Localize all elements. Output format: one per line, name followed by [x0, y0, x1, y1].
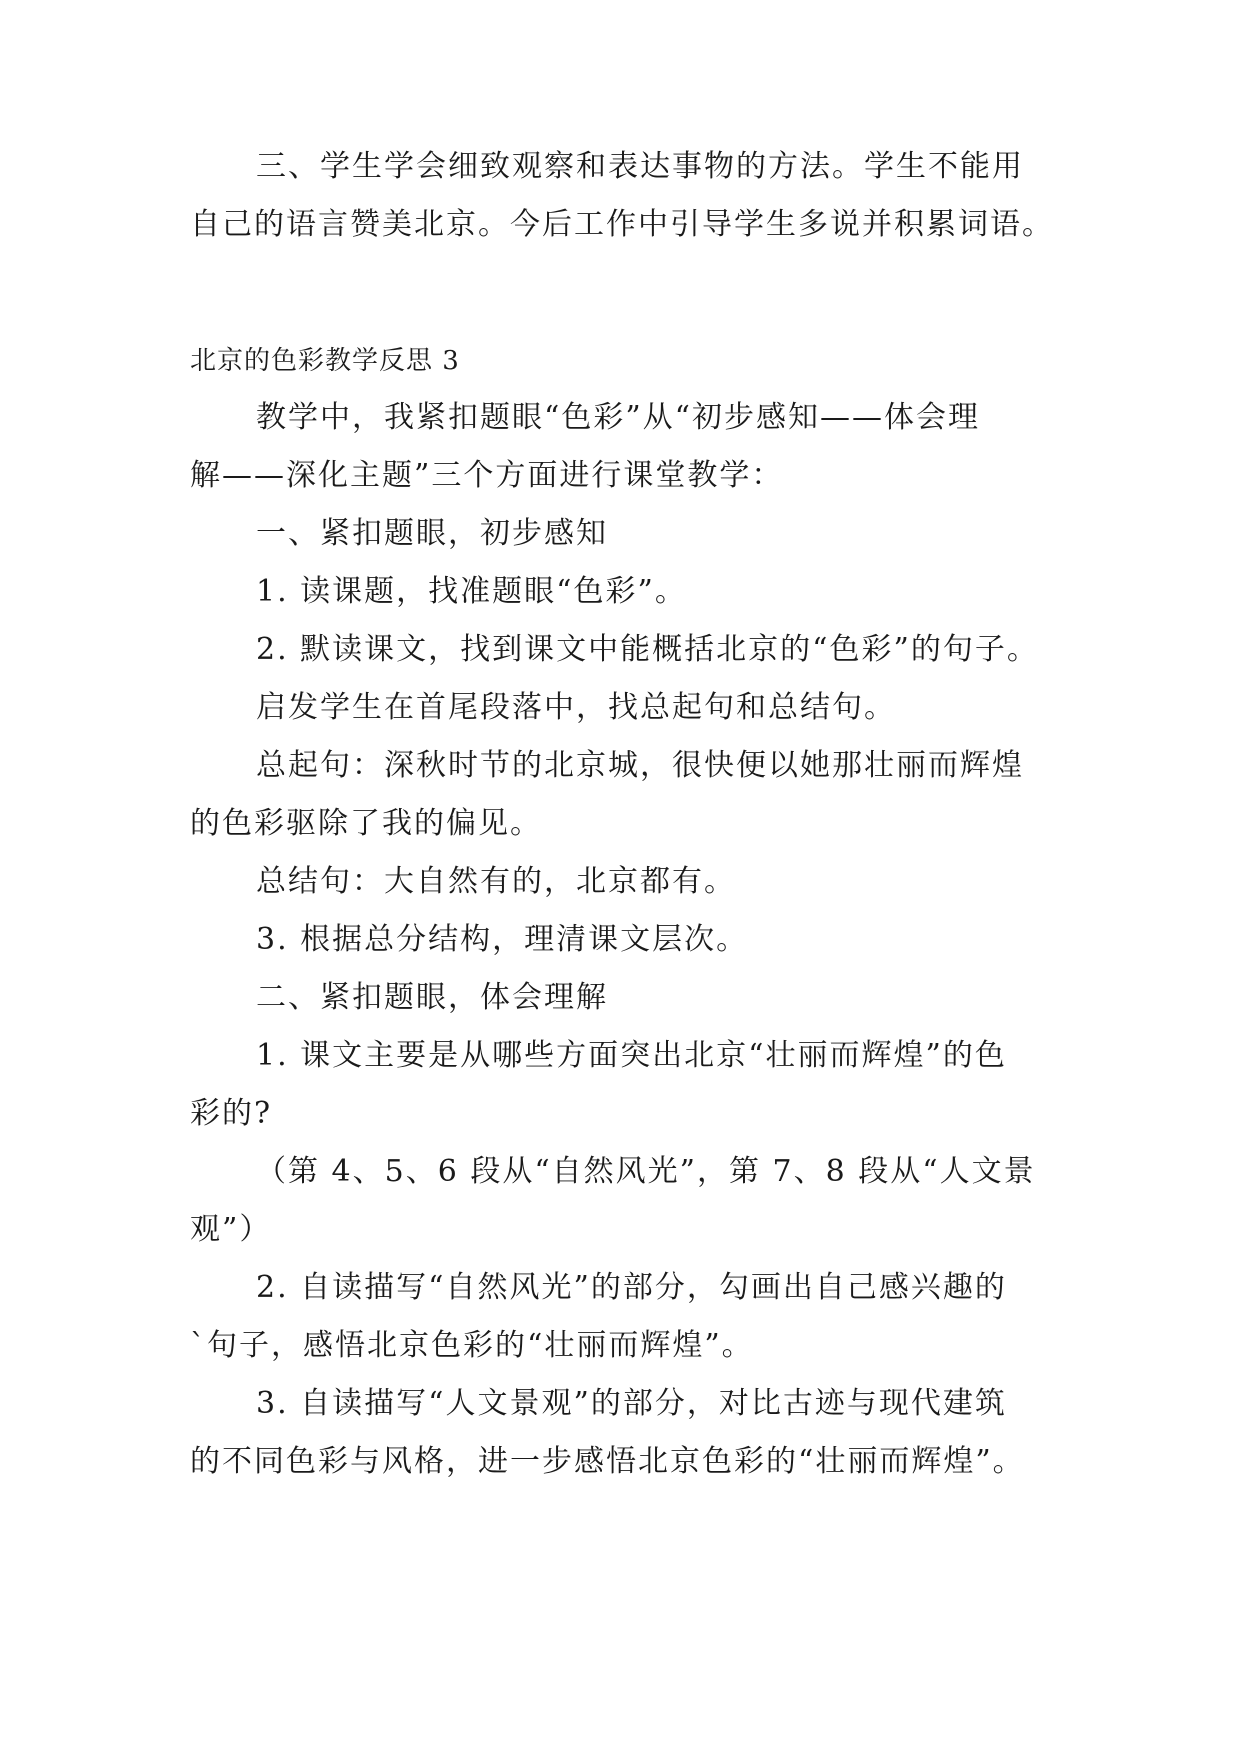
text-line: 彩的? — [190, 1096, 273, 1131]
text-line: 总起句：深秋时节的北京城，很快便以她那壮丽而辉煌 — [256, 748, 1024, 783]
section-body — [190, 389, 1070, 1491]
section-title: 北京的色彩教学反思 3 — [190, 346, 460, 376]
text-line: 的色彩驱除了我的偏见。 — [190, 806, 542, 841]
text-line: 3. 自读描写“人文景观”的部分，对比古迹与现代建筑 — [256, 1386, 1007, 1421]
text-line: 二、紧扣题眼，体会理解 — [256, 980, 608, 1015]
text-line: 3. 根据总分结构，理清课文层次。 — [256, 922, 749, 957]
section-heading — [190, 332, 1070, 390]
text-line: 的不同色彩与风格，进一步感悟北京色彩的“壮丽而辉煌”。 — [190, 1444, 1025, 1479]
text-line: 总结句：大自然有的，北京都有。 — [256, 864, 736, 899]
text-line: 观”） — [190, 1212, 272, 1247]
text-line: 自己的语言赞美北京。今后工作中引导学生多说并积累词语。 — [190, 207, 1054, 242]
text-line: 1. 课文主要是从哪些方面突出北京“壮丽而辉煌”的色 — [256, 1038, 1007, 1073]
text-line: `句子，感悟北京色彩的“壮丽而辉煌”。 — [190, 1328, 754, 1363]
text-line: 解——深化主题”三个方面进行课堂教学： — [190, 458, 784, 493]
text-line: 教学中，我紧扣题眼“色彩”从“初步感知——体会理 — [256, 400, 981, 435]
paragraph-section-three — [190, 138, 1070, 254]
text-line: 三、学生学会细致观察和表达事物的方法。学生不能用 — [256, 149, 1024, 184]
text-line: 启发学生在首尾段落中，找总起句和总结句。 — [256, 690, 896, 725]
text-line: 一、紧扣题眼，初步感知 — [256, 516, 608, 551]
text-line: 2. 自读描写“自然风光”的部分，勾画出自己感兴趣的 — [256, 1270, 1007, 1305]
text-line: （第 4、5、6 段从“自然风光”，第 7、8 段从“人文景 — [256, 1154, 1036, 1189]
text-line: 2. 默读课文，找到课文中能概括北京的“色彩”的句子。 — [256, 632, 1039, 667]
text-line: 1. 读课题，找准题眼“色彩”。 — [256, 574, 687, 609]
